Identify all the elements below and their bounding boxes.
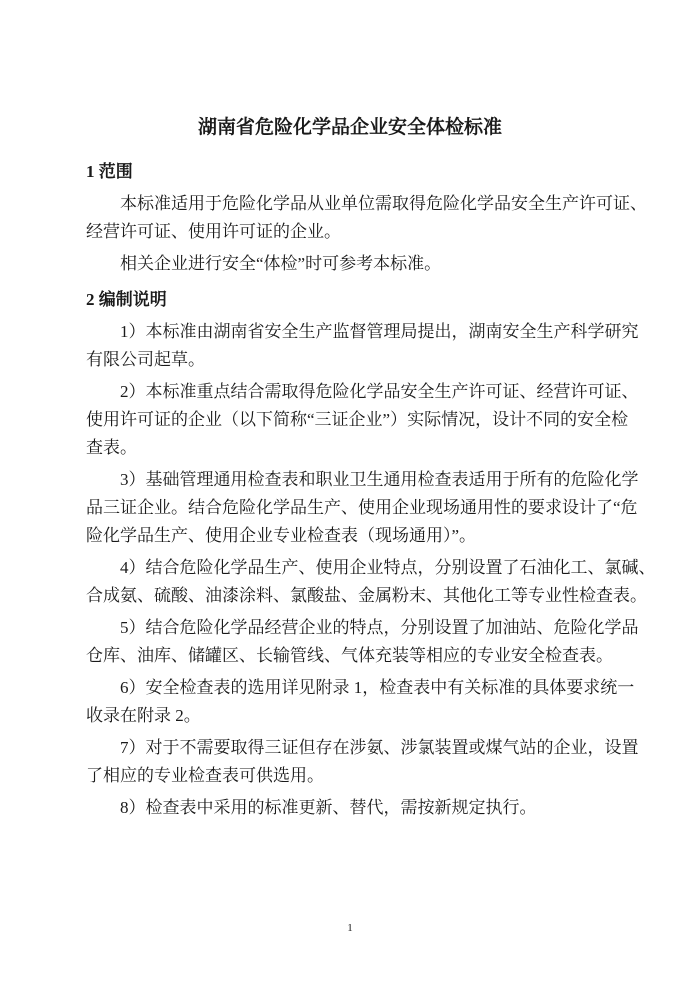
paragraph xyxy=(86,614,666,670)
paragraph-line: 6）安全检查表的选用详见附录 1，检查表中有关标准的具体要求统一 xyxy=(120,678,635,697)
paragraph-line: 仓库、油库、储罐区、长输管线、气体充装等相应的专业安全检查表。 xyxy=(86,646,613,665)
paragraph-line: 5）结合危险化学品经营企业的特点，分别设置了加油站、危险化学品 xyxy=(120,618,639,637)
paragraph xyxy=(86,674,666,730)
paragraph-line: 合成氨、硫酸、油漆涂料、氯酸盐、金属粉末、其他化工等专业性检查表。 xyxy=(86,586,647,605)
page-number: 1 xyxy=(347,922,353,934)
paragraph xyxy=(86,250,666,278)
paragraph-line: 查表。 xyxy=(86,438,137,457)
paragraph-line: 7）对于不需要取得三证但存在涉氨、涉氯装置或煤气站的企业，设置 xyxy=(120,738,639,757)
paragraph-line: 经营许可证、使用许可证的企业。 xyxy=(86,222,341,241)
paragraph-line: 2）本标准重点结合需取得危险化学品安全生产许可证、经营许可证、 xyxy=(120,382,639,401)
paragraph xyxy=(86,554,666,610)
paragraph xyxy=(86,734,666,790)
paragraph-line: 8）检查表中采用的标准更新、替代，需按新规定执行。 xyxy=(120,798,537,817)
paragraph-line: 本标准适用于危险化学品从业单位需取得危险化学品安全生产许可证、 xyxy=(120,194,647,213)
paragraph-line: 险化学品生产、使用企业专业检查表（现场通用）”。 xyxy=(86,526,477,545)
paragraph-line: 品三证企业。结合危险化学品生产、使用企业现场通用性的要求设计了“危 xyxy=(86,498,638,517)
paragraph-line: 1）本标准由湖南省安全生产监督管理局提出，湖南安全生产科学研究 xyxy=(120,322,639,341)
paragraph-line: 有限公司起草。 xyxy=(86,350,205,369)
section-heading: 1 范围 xyxy=(86,162,133,181)
paragraph xyxy=(86,318,666,374)
paragraph xyxy=(86,190,666,246)
document-title: 湖南省危险化学品企业安全体检标准 xyxy=(197,117,502,138)
paragraph-line: 4）结合危险化学品生产、使用企业特点，分别设置了石油化工、氯碱、 xyxy=(120,558,656,577)
document-body xyxy=(86,158,666,822)
paragraph xyxy=(86,794,666,822)
paragraph-line: 使用许可证的企业（以下简称“三证企业”）实际情况，设计不同的安全检 xyxy=(86,410,629,429)
paragraph xyxy=(86,466,666,550)
section-heading: 2 编制说明 xyxy=(86,290,167,309)
paragraph-line: 3）基础管理通用检查表和职业卫生通用检查表适用于所有的危险化学 xyxy=(120,470,639,489)
paragraph-line: 收录在附录 2。 xyxy=(86,706,201,725)
paragraph xyxy=(86,378,666,462)
paragraph-line: 相关企业进行安全“体检”时可参考本标准。 xyxy=(120,254,442,273)
paragraph-line: 了相应的专业检查表可供选用。 xyxy=(86,766,324,785)
